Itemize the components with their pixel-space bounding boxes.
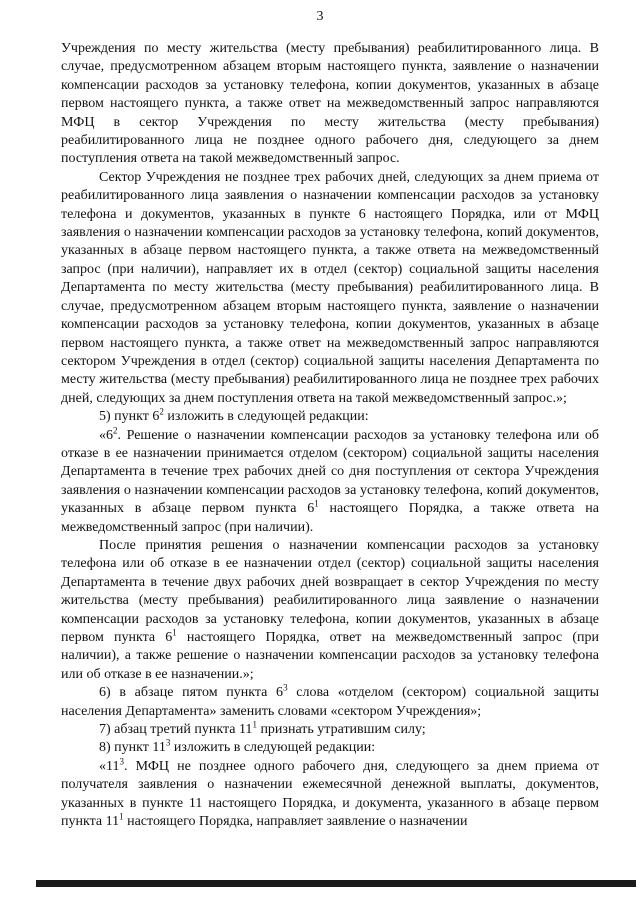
text-run: настоящего Порядка, направляет заявление о назначении	[123, 814, 468, 830]
superscript: 2	[113, 424, 118, 435]
paragraph	[61, 424, 599, 537]
paragraph	[61, 721, 599, 739]
superscript: 3	[165, 737, 171, 748]
text-run: 7) абзац третий пункта 11	[99, 722, 253, 738]
paragraph	[61, 408, 599, 426]
text-run: 8) пункт 11	[99, 740, 166, 756]
scan-edge-bar	[36, 880, 636, 887]
text-run: настоящего Порядка, ответ на межведомственный запрос (при наличии), а также решение о назначении компенсации расходов за установку телефона или об отказе в ее назначении.»;	[61, 630, 599, 682]
text-run: настоящего Порядка, а также ответа на межведомственный запрос (при наличии).	[61, 501, 599, 535]
text-run: «11	[99, 758, 120, 774]
text-run: «6	[99, 427, 113, 443]
text-run: . МФЦ не позднее одного рабочего дня, следующего за днем приема от получателя заявления о назначении ежемесячной денежной выплаты, документов, указанных в пункте 11 настоящего Порядка, и документа, указанного в абзаце первом пункта 11	[61, 758, 599, 830]
superscript: 1	[252, 719, 257, 730]
text-run: слова «отделом (сектором) социальной защиты населения Департамента» заменить словами «сектором Учреждения»;	[61, 685, 599, 719]
superscript: 1	[119, 811, 124, 822]
paragraph	[61, 537, 599, 684]
paragraph: Учреждения по месту жительства (месту пребывания) реабилитированного лица. В случае, предусмотренном абзацем вторым настоящего пункта, заявление о назначении компенсации расходов за установку телефона, копии документов, указанных в абзаце первом настоящего пункта, а также ответ на межведомственный запрос направляются МФЦ в сектор Учреждения по месту жительства (месту пребывания) реабилитированного лица не позднее одного рабочего дня, следующего за днем поступления ответа на такой межведомственный запрос.	[61, 41, 599, 167]
paragraph: Сектор Учреждения не позднее трех рабочих дней, следующих за днем приема от реабилитированного лица заявления о назначении компенсации расходов за установку телефона и документов, указанных в пункте 6 настоящего Порядка, или от МФЦ заявления о назначении компенсации расходов за установку телефона, копий документов, указанных в абзаце первом настоящего пункта, а также ответа на межведомственный запрос (при наличии), направляет их в отдел (сектор) социальной защиты населения Департамента по месту жительства (месту пребывания) реабилитированного лица. В случае, предусмотренном абзацем вторым настоящего пункта, заявление о назначении компенсации расходов за установку телефона, копии документов, указанных в абзаце первом настоящего пункта, а также ответ на межведомственный запрос направляются сектором Учреждения в отдел (сектор) социальной защиты населения Департамента по месту жительства (месту пребывания) реабилитированного лица не позднее трех рабочих дней, следующих за днем поступления ответа на такой межведомственный запрос.»;	[61, 169, 599, 406]
text-run: 5) пункт 6	[99, 409, 160, 425]
paragraph	[61, 684, 599, 721]
superscript: 1	[172, 627, 177, 638]
text-run: . Решение о назначении компенсации расходов за установку телефона или об отказе в ее назначении принимается отделом (сектором) социальной защиты населения Департамента в течение трех рабочих дней со дня поступления от сектора Учреждения заявления о назначении компенсации расходов за установку телефона, копий документов, указанных в абзаце первом пункта 6	[61, 427, 599, 517]
text-run: изложить в следующей редакции:	[163, 409, 369, 425]
page-number: 3	[316, 9, 324, 24]
superscript: 2	[159, 406, 164, 417]
superscript: 3	[283, 682, 288, 693]
text-run: изложить в следующей редакции:	[170, 740, 376, 756]
document-body	[61, 40, 599, 831]
text-run: После принятия решения о назначении компенсации расходов за установку телефона или об отказе в ее назначении отдел (сектор) социальной защиты населения Департамента в течение двух рабочих дней возвращает в сектор Учреждения по месту жительства (месту пребывания) реабилитированного лица заявление о назначении компенсации расходов за установку телефона, копии документов, указанных в абзаце первом пункта 6	[61, 537, 599, 645]
superscript: 3	[119, 756, 124, 767]
paragraph	[61, 739, 599, 757]
superscript: 1	[314, 498, 319, 509]
text-run: 6) в абзаце пятом пункта 6	[99, 685, 284, 701]
text-run: признать утратившим силу;	[256, 722, 426, 738]
paragraph	[61, 758, 599, 832]
